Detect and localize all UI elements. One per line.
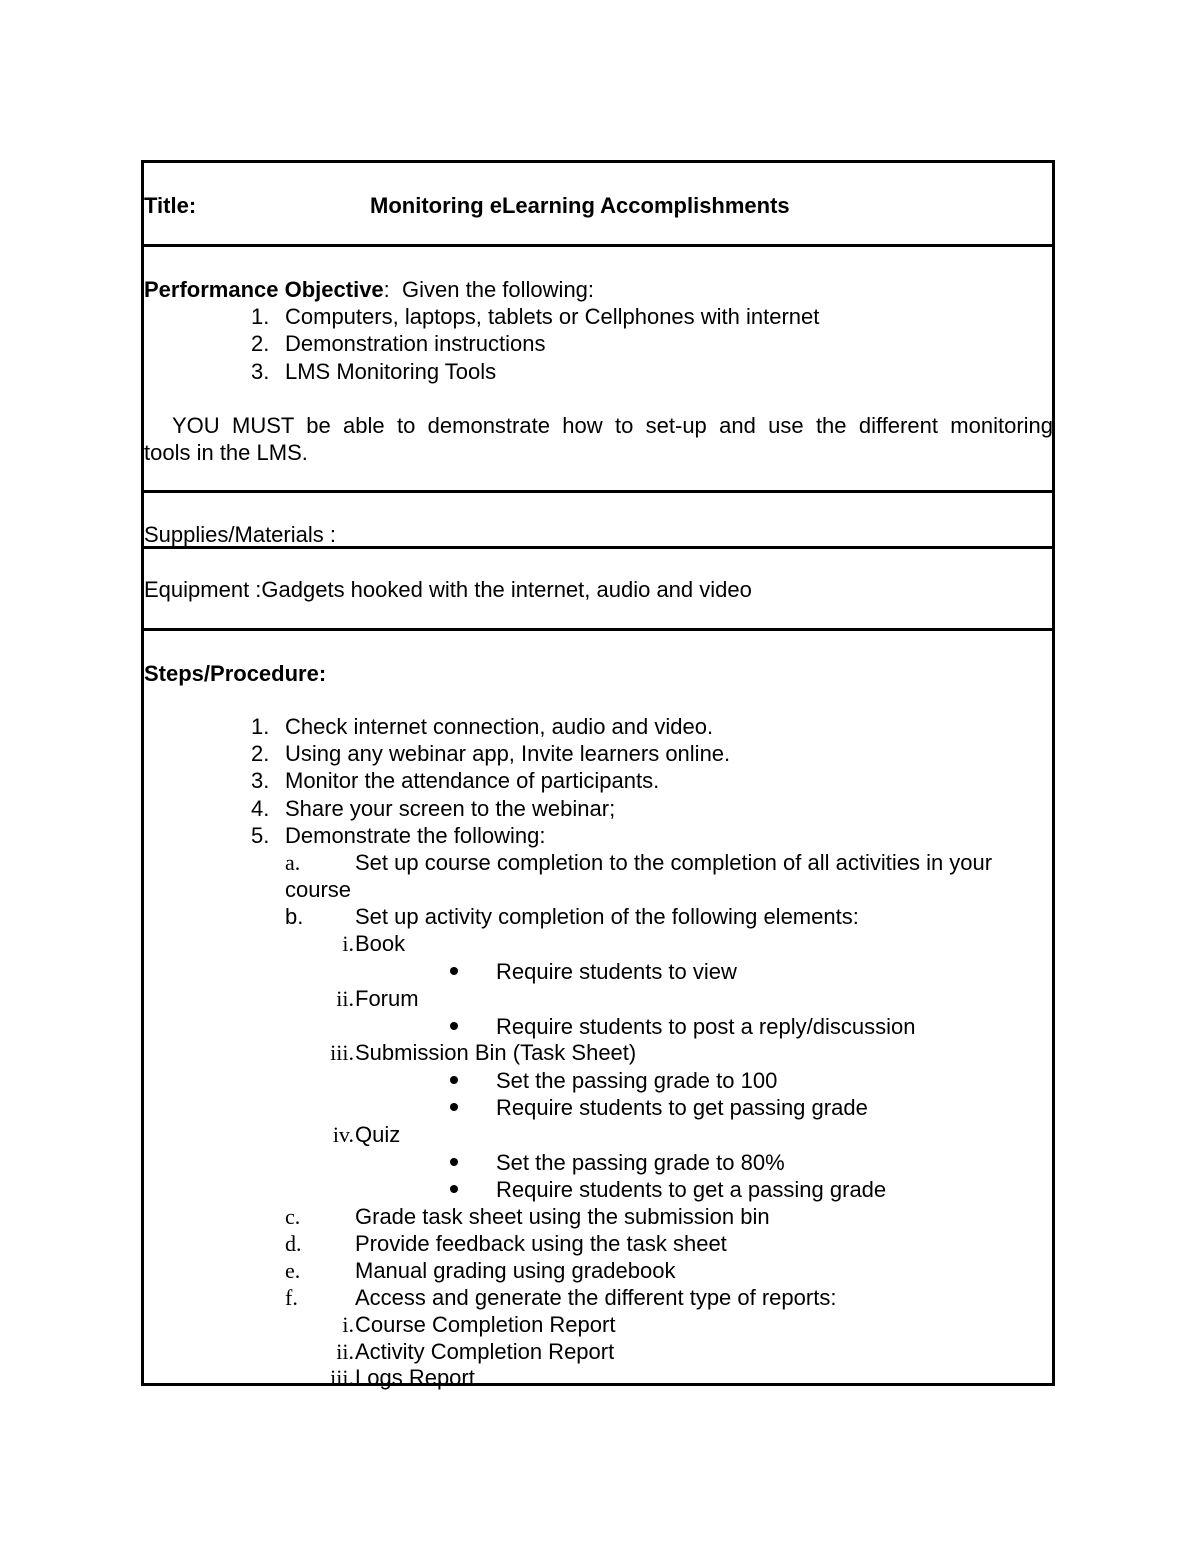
step-item: Demonstrate the following: bbox=[285, 823, 546, 848]
element-rule: Require students to post a reply/discussion bbox=[496, 1014, 916, 1039]
bullet-icon bbox=[450, 1103, 458, 1111]
supplies-label: Supplies/Materials : bbox=[144, 522, 336, 547]
step-number: 3. bbox=[251, 768, 270, 793]
objective-statement: YOU MUST be able to demonstrate how to set-up and use the different monitoring bbox=[172, 413, 1053, 438]
substep-item-cont: course bbox=[285, 877, 352, 902]
step-number: 4. bbox=[251, 796, 270, 821]
bullet-icon bbox=[450, 967, 458, 975]
page-title: Monitoring eLearning Accomplishments bbox=[370, 193, 790, 218]
substep-letter: d. bbox=[285, 1231, 302, 1256]
element-number: iii. bbox=[330, 1040, 354, 1065]
bullet-icon bbox=[450, 1076, 458, 1084]
substep-letter: a. bbox=[285, 850, 301, 875]
element-number: i. bbox=[342, 931, 354, 956]
step-number: 2. bbox=[251, 741, 270, 766]
element-rule: Set the passing grade to 100 bbox=[496, 1068, 778, 1093]
step-item: Check internet connection, audio and video. bbox=[285, 714, 714, 739]
procedure-label: Steps/Procedure: bbox=[144, 661, 327, 686]
equipment-row bbox=[144, 577, 752, 603]
step-number: 1. bbox=[251, 714, 270, 739]
objective-item-number: 3. bbox=[251, 359, 270, 384]
substep-letter: c. bbox=[285, 1204, 301, 1229]
report-name: Activity Completion Report bbox=[355, 1339, 615, 1364]
element-rule: Require students to get passing grade bbox=[496, 1095, 868, 1120]
element-name: Book bbox=[355, 931, 406, 956]
element-number: iv. bbox=[332, 1122, 354, 1147]
element-rule: Require students to get a passing grade bbox=[496, 1177, 887, 1202]
objective-colon: : bbox=[383, 277, 390, 302]
equipment-label: Equipment : bbox=[144, 577, 262, 602]
row-divider bbox=[144, 490, 1052, 493]
element-name: Quiz bbox=[355, 1122, 401, 1147]
report-number: ii. bbox=[336, 1339, 354, 1364]
report-name: Logs Report bbox=[355, 1365, 475, 1390]
substep-item: Grade task sheet using the submission bin bbox=[355, 1204, 770, 1229]
objective-heading bbox=[144, 277, 594, 303]
task-sheet-table bbox=[141, 160, 1055, 1390]
row-divider bbox=[144, 628, 1052, 631]
bullet-icon bbox=[450, 1158, 458, 1166]
objective-label: Performance Objective bbox=[144, 277, 384, 302]
step-item: Monitor the attendance of participants. bbox=[285, 768, 660, 793]
equipment-value: Gadgets hooked with the internet, audio and video bbox=[261, 577, 752, 602]
substep-letter: e. bbox=[285, 1258, 301, 1283]
element-rule: Set the passing grade to 80% bbox=[496, 1150, 785, 1175]
title-label: Title: bbox=[144, 193, 197, 218]
objective-item: Computers, laptops, tablets or Cellphones with internet bbox=[285, 304, 820, 329]
step-item: Share your screen to the webinar; bbox=[285, 796, 616, 821]
element-number: ii. bbox=[336, 986, 354, 1011]
bullet-icon bbox=[450, 1022, 458, 1030]
substep-item: Access and generate the different type of reports: bbox=[355, 1285, 837, 1310]
objective-item: Demonstration instructions bbox=[285, 331, 546, 356]
step-item: Using any webinar app, Invite learners online. bbox=[285, 741, 731, 766]
report-name: Course Completion Report bbox=[355, 1312, 616, 1337]
objective-item: LMS Monitoring Tools bbox=[285, 359, 497, 384]
substep-letter: f. bbox=[285, 1285, 298, 1310]
element-rule: Require students to view bbox=[496, 959, 737, 984]
element-name: Forum bbox=[355, 986, 419, 1011]
objective-item-number: 1. bbox=[251, 304, 270, 329]
row-divider bbox=[144, 244, 1052, 247]
step-number: 5. bbox=[251, 823, 270, 848]
substep-letter: b. bbox=[285, 904, 304, 929]
substep-item: Provide feedback using the task sheet bbox=[355, 1231, 727, 1256]
element-name: Submission Bin (Task Sheet) bbox=[355, 1040, 637, 1065]
bullet-icon bbox=[450, 1185, 458, 1193]
substep-item: Set up course completion to the completion of all activities in your bbox=[355, 850, 993, 875]
substep-item: Manual grading using gradebook bbox=[355, 1258, 676, 1283]
objective-intro: Given the following: bbox=[402, 277, 595, 302]
objective-statement-cont: tools in the LMS. bbox=[144, 440, 308, 465]
report-number: iii. bbox=[330, 1365, 354, 1390]
substep-item: Set up activity completion of the following elements: bbox=[355, 904, 859, 929]
objective-item-number: 2. bbox=[251, 331, 270, 356]
report-number: i. bbox=[342, 1312, 354, 1337]
